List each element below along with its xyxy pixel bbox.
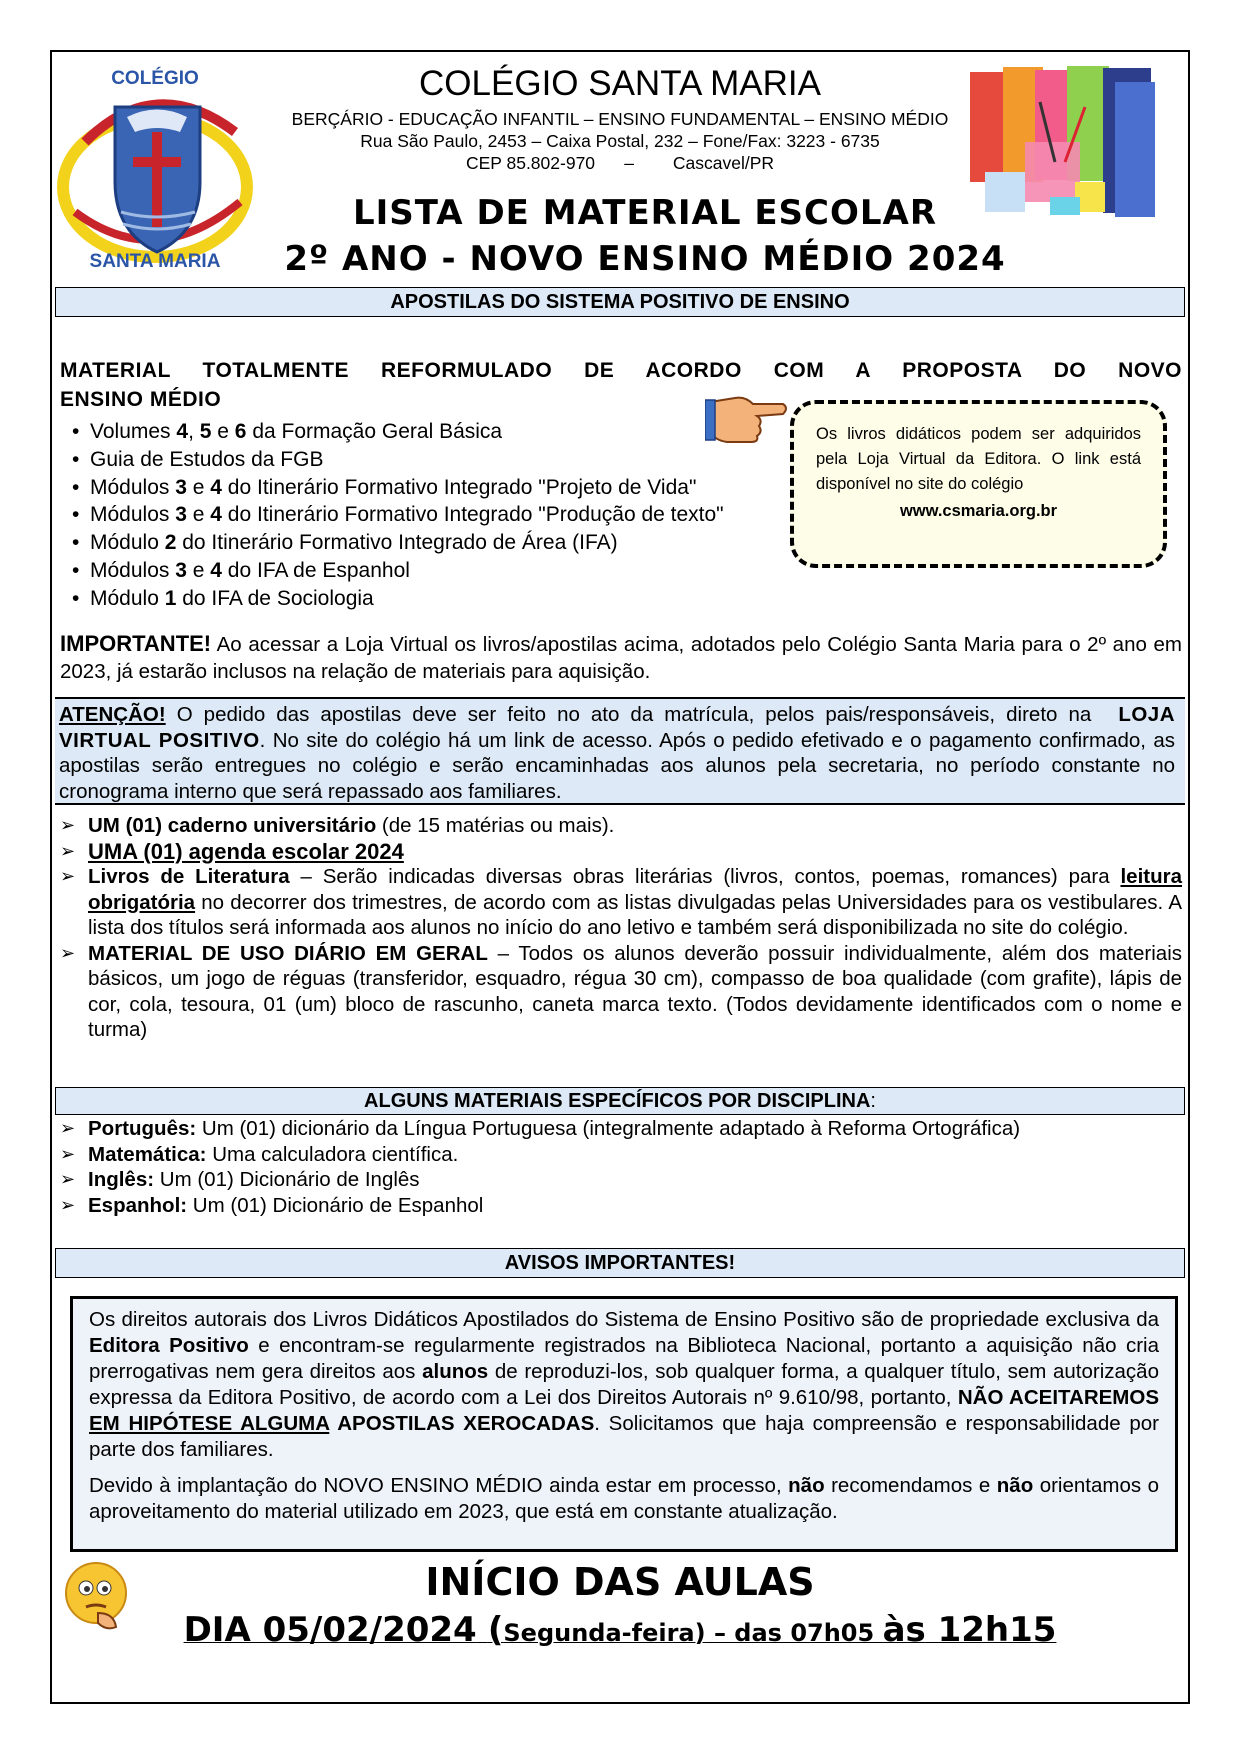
logo-top-text: COLÉGIO: [111, 68, 199, 89]
list-item: ➢ Espanhol: Um (01) Dicionário de Espanhol: [60, 1193, 484, 1217]
material-heading-line-1: MATERIAL TOTALMENTE REFORMULADO DE ACORDO COM A PROPOSTA DO NOVO: [60, 359, 1182, 382]
school-name: COLÉGIO SANTA MARIA: [419, 64, 821, 103]
loja-virtual-label: LOJA VIRTUAL POSITIVO: [59, 703, 1176, 752]
band-notices: AVISOS IMPORTANTES!: [55, 1248, 1185, 1278]
list-item: • Módulos 3 e 4 do Itinerário Formativo Integrado "Projeto de Vida": [72, 474, 724, 502]
school-cep: CEP 85.802-970: [465, 153, 596, 173]
school-address: Rua São Paulo, 2453 – Caixa Postal, 232 – Fone/Fax: 3223 - 6735: [360, 131, 880, 151]
list-item: • Módulos 3 e 4 do IFA de Espanhol: [72, 557, 724, 585]
school-city: Cascavel/PR: [672, 153, 775, 173]
list-item: • Volumes 4, 5 e 6 da Formação Geral Básica: [72, 418, 724, 446]
classes-start-title: INÍCIO DAS AULAS: [425, 1560, 815, 1604]
important-label: IMPORTANTE!: [60, 631, 212, 656]
copyright-paragraph: Os direitos autorais dos Livros Didáticos Apostilados do Sistema de Ensino Positivo são de propriedade exclusiva da Editora Positivo e encontram-se regularmente registrados na Biblioteca Nacional, portanto a aquisição não cria prerrogativas nem gera direitos aos alunos de reproduzi-los, sob qualquer forma, a qualquer título, sem autorização expressa da Editora Positivo, de acordo com a Lei dos Direitos Autorais nº 9.610/98, portanto, NÃO ACEITAREMOS EM HIPÓTESE ALGUMA APOSTILAS XEROCADAS. Solicitamos que haja compreensão e responsabilidade por parte dos familiares.: [89, 1308, 1159, 1461]
callout-text: Os livros didáticos podem ser adquiridos pela Loja Virtual da Editora. O link está disponível no site do colégio: [816, 425, 1141, 493]
list-item: ➢ Matemática: Uma calculadora científica.: [60, 1142, 459, 1166]
important-note: [60, 630, 1182, 685]
attention-box: ATENÇÃO! O pedido das apostilas deve ser feito no ato da matrícula, pelos pais/responsáveis, direto na LOJA VIRTUAL POSITIVO. No site do colégio há um link de acesso. Após o pedido efetivado e o pagamento confirmado, as apostilas serão entregues no colégio e serão encaminhadas aos alunos pela secretaria, no período constante no cronograma interno que será repassado aos familiares.: [55, 697, 1185, 805]
copyright-notice-box: [70, 1296, 1178, 1552]
list-item: • Guia de Estudos da FGB: [72, 446, 724, 474]
school-info: [260, 108, 980, 174]
list-item: • Módulos 3 e 4 do Itinerário Formativo Integrado "Produção de texto": [72, 501, 724, 529]
list-item: ➢ Inglês: Um (01) Dicionário de Inglês: [60, 1168, 420, 1191]
new-curriculum-paragraph: Devido à implantação do NOVO ENSINO MÉDIO ainda estar em processo, não recomendamos e não orientamos o aproveitamento do material utilizado em 2023, que está em constante atualização.: [89, 1474, 1159, 1523]
school-logo: [55, 62, 260, 272]
attention-label: ATENÇÃO!: [59, 703, 166, 726]
cep-separator: –: [624, 153, 634, 173]
school-levels: BERÇÁRIO - EDUCAÇÃO INFANTIL – ENSINO FUNDAMENTAL – ENSINO MÉDIO: [291, 109, 949, 129]
band-specific-materials: ALGUNS MATERIAIS ESPECÍFICOS POR DISCIPLINA:: [55, 1087, 1185, 1115]
purchase-callout: [790, 400, 1167, 568]
school-website-link[interactable]: www.csmaria.org.br: [899, 502, 1058, 520]
band-apostilas: APOSTILAS DO SISTEMA POSITIVO DE ENSINO: [55, 287, 1185, 317]
pointing-hand-icon: [705, 390, 790, 445]
school-cep-line: [260, 152, 980, 174]
document-title: [255, 190, 1035, 282]
classes-start-date: DIA 05/02/2024 (Segunda-feira) – das 07h05 às 12h15: [183, 1610, 1057, 1650]
list-item: ➢ Português: Um (01) dicionário da Língua Portuguesa (integralmente adaptado à Reforma Ortográfica): [60, 1117, 1021, 1140]
title-line-2: 2º ANO - NOVO ENSINO MÉDIO 2024: [284, 239, 1006, 279]
list-item: ➢ Livros de Literatura – Serão indicadas diversas obras literárias (livros, contos, poemas, romances) para leitura obrigatória no decorrer dos trimestres, de acordo com as listas divulgadas pelas Universidades para os vestibulares. A lista dos títulos será informada aos alunos no início do ano letivo e também será disponibilizada no site do colégio.: [60, 865, 1182, 939]
title-line-1: LISTA DE MATERIAL ESCOLAR: [352, 193, 938, 233]
apostilas-list: [72, 418, 724, 613]
list-item: • Módulo 2 do Itinerário Formativo Integrado de Área (IFA): [72, 529, 724, 557]
list-item: ➢ UM (01) caderno universitário (de 15 matérias ou mais).: [60, 814, 615, 837]
list-item: • Módulo 1 do IFA de Sociologia: [72, 585, 724, 613]
important-text: Ao acessar a Loja Virtual os livros/apostilas acima, adotados pelo Colégio Santa Maria para o 2º ano em 2023, já estarão inclusos na relação de materiais para aquisição.: [60, 633, 1182, 683]
material-heading-line-2: ENSINO MÉDIO: [60, 388, 222, 411]
list-item: ➢ MATERIAL DE USO DIÁRIO EM GERAL – Todos os alunos deverão possuir individualmente, além dos materiais básicos, um jogo de réguas (transferidor, esquadro, régua 30 cm), compasso de boa qualidade (com grafite), lápis de cor, cola, tesoura, 01 (um) bloco de rascunho, caneta marca texto. (Todos devidamente identificados com o nome e turma): [60, 941, 1182, 1041]
list-item: ➢ UMA (01) agenda escolar 2024: [60, 838, 404, 864]
general-materials-list: [60, 813, 1182, 1043]
specific-materials-list: [60, 1116, 1182, 1218]
logo-bottom-text: SANTA MARIA: [89, 251, 221, 272]
